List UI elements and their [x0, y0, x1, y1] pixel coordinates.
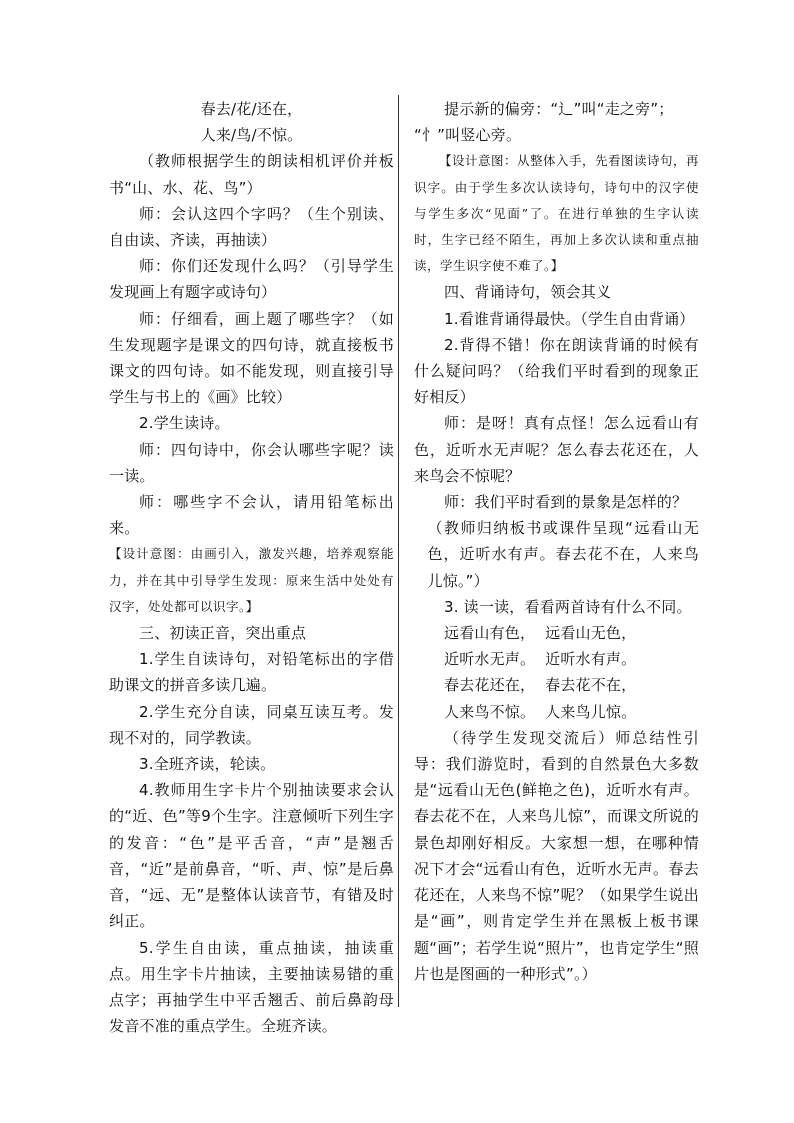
- section-heading: 四、背诵诗句，领会其义: [444, 283, 612, 302]
- design-intent-note: 【设计意图：从整体入手，先看图读诗句，再识字。由于学生多次认读诗句，诗句中的汉字使与学生多次“见面”了。在进行单独的生字认读时，生字已经不陌生，再加上多次认读和重点抽读，学生识字使不难了。】: [414, 153, 700, 274]
- paragraph: （教师根据学生的朗读相机评价并板书“山、水、花、鸟”）: [109, 152, 394, 197]
- column-divider: [398, 95, 399, 1007]
- section-heading: 三、初读正音，突出重点: [139, 624, 307, 643]
- paragraph: 3.全班齐读，轮读。: [139, 755, 276, 774]
- paragraph: （待学生发现交流后）师总结性引导：我们游览时，看到的自然景色大多数是“远看山无色(鲜艳之色)，近听水有声。春去花不在，人来鸟儿惊”，而课文所说的景色却刚好相反。大家想一想，在哪种情况下才会“远看山有色，近听水无声。春去花还在，人来鸟不惊”呢？（如果学生说出是“画”，则肯定学生并在黑板上板书课题“画”；若学生说“照片”，也肯定学生“照片也是图画的一种形式”。）: [414, 728, 699, 983]
- paragraph: 师：你们还发现什么吗？（引导学生发现画上有题字或诗句）: [109, 257, 394, 302]
- paragraph: （教师归纳板书或课件呈现“远看山无色，近听水有声。春去花不在，人来鸟儿惊。”）: [427, 519, 699, 590]
- paragraph: 2.学生充分自读，同桌互读互考。发现不对的，同学教读。: [109, 702, 394, 747]
- paragraph: “忄”叫竖心旁。: [414, 126, 522, 145]
- paragraph: 2.学生读诗。: [139, 414, 230, 433]
- poem-comparison-line: 远看山有色， 远看山无色，: [444, 624, 637, 643]
- paragraph: 3. 读一读，看看两首诗有什么不同。: [444, 597, 692, 616]
- design-intent-note: 【设计意图：由画引入，激发兴趣，培养观察能力，并在其中引导学生发现：原来生活中处处有汉字，处处都可以识字。】: [109, 546, 394, 614]
- paragraph: 师：会认这四个字吗？（生个别读、自由读、齐读，再抽读）: [109, 204, 394, 250]
- poem-line: 人来/鸟/不惊。: [200, 126, 303, 145]
- paragraph: 2.背得不错！你在朗读背诵的时候有什么疑问吗？（给我们平时看到的现象正好相反）: [414, 335, 699, 407]
- left-column: [109, 96, 394, 1039]
- paragraph: 1.学生自读诗句，对铅笔标出的字借助课文的拼音多读几遍。: [109, 650, 394, 695]
- poem-comparison-line: 春去花还在， 春去花不在，: [444, 676, 637, 695]
- poem-comparison-line: 近听水无声。 近听水有声。: [444, 650, 637, 669]
- paragraph: 提示新的偏旁：“辶”叫“走之旁”；: [444, 100, 674, 118]
- paragraph: 师：是呀！真有点怪！怎么远看山有色，近听水无声呢？怎么春去花还在，人来鸟会不惊呢？: [414, 414, 699, 485]
- paragraph: 1.看谁背诵得最快。（学生自由背诵）: [444, 309, 695, 328]
- paragraph: 师：仔细看，画上题了哪些字？（如生发现题字是课文的四句诗，就直接板书课文的四句诗。如不能发现，则直接引导学生与书上的《画》比较）: [109, 309, 394, 407]
- paragraph: 师：哪些字不会认，请用铅笔标出来。: [109, 493, 394, 538]
- poem-line: 春去/花/还在，: [200, 100, 303, 118]
- poem-comparison-line: 人来鸟不惊。 人来鸟儿惊。: [444, 702, 637, 721]
- paragraph: 师：我们平时看到的景象是怎样的？: [444, 493, 688, 512]
- paragraph: 5.学生自由读，重点抽读，抽读重点。用生字卡片抽读，主要抽读易错的重点字；再抽学生中平舌翘舌、前后鼻韵母发音不准的重点学生。全班齐读。: [109, 938, 394, 1036]
- paragraph: 师：四句诗中，你会认哪些字呢？读一读。: [109, 440, 394, 485]
- paragraph: 4.教师用生字卡片个别抽读要求会认的“近、色”等9个生字。注意倾听下列生字的发音：“色”是平舌音，“声”是翘舌音，“近”是前鼻音，“听、声、惊”是后鼻音，“远、无”是整体认读音节，有错及时纠正。: [109, 781, 394, 931]
- right-column: [414, 96, 699, 987]
